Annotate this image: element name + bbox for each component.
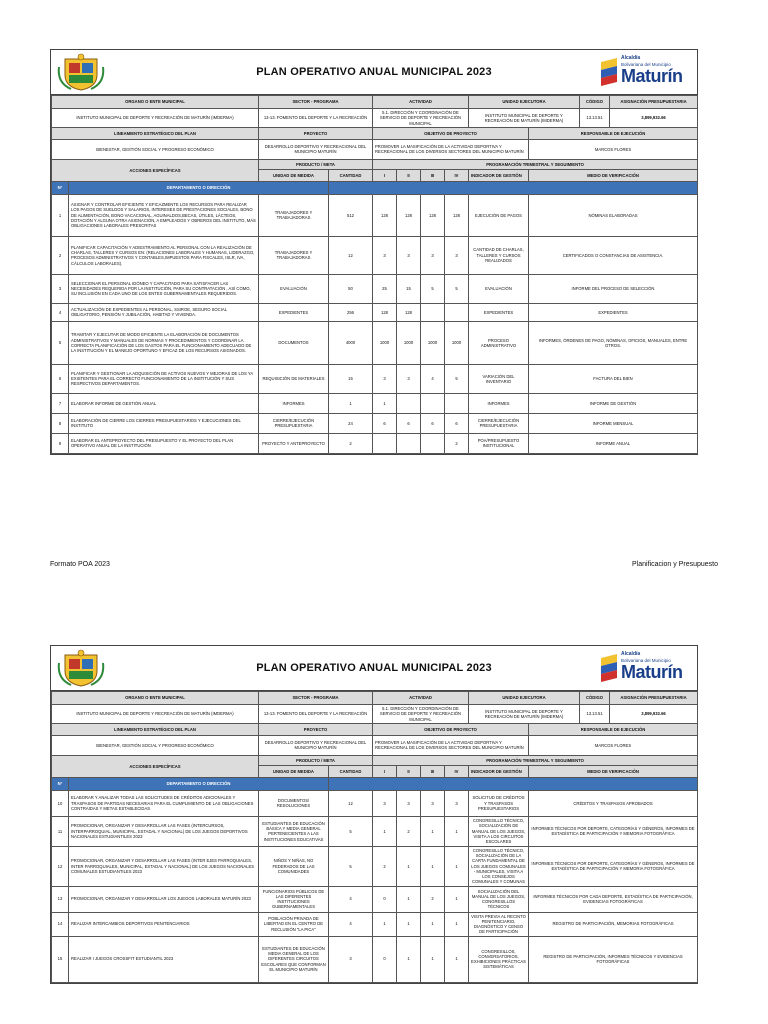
lineamiento-header: LINEAMIENTO ESTRATÉGICO DEL PLAN — [52, 723, 259, 735]
q2-cell: 1 — [397, 886, 421, 912]
q1-cell: 3 — [373, 364, 397, 393]
cantidad-cell: 512 — [329, 194, 373, 236]
unidad-medida-cell: INFORMES — [259, 393, 329, 413]
q4-cell — [445, 303, 469, 321]
page-header — [51, 50, 697, 95]
meta-section — [52, 692, 698, 791]
poa-table-2 — [51, 691, 698, 983]
q1-cell: 1 — [373, 393, 397, 413]
cantidad-cell: 5 — [329, 816, 373, 846]
q4-cell: 6 — [445, 413, 469, 433]
q3-header: III — [421, 169, 445, 181]
q2-cell: 6 — [397, 413, 421, 433]
medio-cell: EXPEDIENTES — [529, 303, 698, 321]
indicador-cell: EVALUACIÓN — [469, 274, 529, 303]
q4-cell — [445, 393, 469, 413]
organo-header: ORGANO O ENTE MUNICIPAL — [52, 96, 259, 109]
q1-cell: 3 — [373, 236, 397, 274]
cantidad-cell: 5 — [329, 846, 373, 886]
q2-cell: 1 — [397, 846, 421, 886]
q4-cell: 1 — [445, 846, 469, 886]
cantidad-cell: 2 — [329, 433, 373, 453]
asignacion-value: 3,899,932.66 — [610, 109, 698, 128]
accion-cell: ACTUALIZACIÓN DE EXPEDIENTES AL PERSONAL, SSIROE, SEGURO SOCIAL OBLIGATORIO, PENSIÓN Y JUBILACIÓN, HABITAD Y VIVIENDA. — [69, 303, 259, 321]
row-number: 7 — [52, 393, 69, 413]
cantidad-cell: 3 — [329, 936, 373, 982]
row-number: 6 — [52, 364, 69, 393]
q3-cell: 1 — [421, 846, 445, 886]
medio-header: MEDIO DE VERIFICACIÓN — [529, 765, 698, 777]
medio-cell: INFORMES TÉCNICOS POR DEPORTE, CATEGORÍAS Y GÉNEROS, INFORMES DE ESTADÍSTICA DE PARTICIPACIÓN Y MEMORIA FOTOGRÁFICA — [529, 816, 698, 846]
poa-table-1 — [51, 95, 698, 454]
medio-header: MEDIO DE VERIFICACIÓN — [529, 169, 698, 181]
organo-header: ORGANO O ENTE MUNICIPAL — [52, 692, 259, 705]
table-row — [52, 321, 698, 364]
unidad-ejecutora-header: UNIDAD EJECUTORA — [469, 96, 580, 109]
q1-header: I — [373, 169, 397, 181]
table-row — [52, 846, 698, 886]
accion-cell: PROMOCIONAR, ORGANIZAR Y DESARROLLAR LOS JUEGOS LABORALES MATURÍN 2023 — [69, 886, 259, 912]
indicador-cell: VARIACIÓN DEL INVENTARIO — [469, 364, 529, 393]
indicador-cell: CONGRESILLO TÉCNICO, SOCIALIZACIÓN DE LA CARTA FUNDAMENTAL DE LOS JUEGOS COMUNALES - MUNICIPALES, VISITA A LOS CONSEJOS COMUNALES Y COMUNAS — [469, 846, 529, 886]
cantidad-cell: 15 — [329, 364, 373, 393]
q2-cell — [397, 393, 421, 413]
medio-cell: INFORMES, ÓRDENES DE PAGO, NÓMINAS, OFICIOS, MANUALES, ENTRE OTROS. — [529, 321, 698, 364]
responsable-header: RESPONSABLE DE EJECUCIÓN — [529, 127, 698, 139]
n-header: N° — [52, 181, 69, 194]
sector-header: SECTOR - PROGRAMA — [259, 692, 373, 705]
unidad-medida-cell: CIERRE/EJECUCIÓN PRESUPUESTARIA — [259, 413, 329, 433]
brand-line-1: Alcaldía — [621, 55, 641, 61]
q3-cell: 5 — [421, 274, 445, 303]
n-header: N° — [52, 777, 69, 790]
q4-cell: 3 — [445, 790, 469, 816]
q3-cell — [421, 303, 445, 321]
q4-cell: 5 — [445, 274, 469, 303]
q3-cell: 128 — [421, 194, 445, 236]
sector-value: 13-13. FOMENTO DEL DEPORTE Y LA RECREACIÓN — [259, 109, 373, 128]
producto-header: PRODUCTO / META — [259, 159, 373, 169]
lineamiento-value: BIENESTAR, GESTIÓN SOCIAL Y PROGRESO ECONÓMICO — [52, 735, 259, 755]
cantidad-cell: 4 — [329, 912, 373, 936]
q1-cell: 128 — [373, 194, 397, 236]
medio-cell: NÓMINAS ELABORADAS — [529, 194, 698, 236]
row-number: 1 — [52, 194, 69, 236]
accion-cell: ELABORACIÓN DE CIERRE LOS CIERRES PRESUPUESTARIOS Y EJECUCIONES DEL INSTITUTO — [69, 413, 259, 433]
q1-cell: 1 — [373, 816, 397, 846]
row-number: 12 — [52, 846, 69, 886]
lineamiento-header: LINEAMIENTO ESTRATÉGICO DEL PLAN — [52, 127, 259, 139]
q3-cell: 6 — [421, 413, 445, 433]
row-number: 9 — [52, 433, 69, 453]
q1-cell: 128 — [373, 303, 397, 321]
unidad-medida-header: UNIDAD DE MEDIDA — [259, 169, 329, 181]
footer-right: Planificacion y Presupuesto — [632, 561, 718, 568]
q4-header: IV — [445, 765, 469, 777]
brand-line-1: Alcaldía — [621, 651, 641, 657]
cantidad-cell: 4000 — [329, 321, 373, 364]
q1-cell: 3 — [373, 790, 397, 816]
accion-cell: ELABORAR INFORME DE GESTIÓN ANUAL — [69, 393, 259, 413]
cantidad-cell: 24 — [329, 413, 373, 433]
departamento-header: DEPARTAMENTO O DIRECCIÓN — [69, 181, 329, 194]
cantidad-header: CANTIDAD — [329, 169, 373, 181]
organo-value: INSTITUTO MUNICIPAL DE DEPORTE Y RECREACIÓN DE MATURÍN (IMDERMA) — [52, 705, 259, 724]
q4-cell: 128 — [445, 194, 469, 236]
q2-cell: 15 — [397, 274, 421, 303]
indicador-cell: INFORMES — [469, 393, 529, 413]
actividad-header: ACTIVIDAD — [373, 692, 469, 705]
unidad-medida-cell: DOCUMENTOS — [259, 321, 329, 364]
actividad-value: 5.1. DIRECCIÓN Y COORDINACIÓN DE SERVICIO DE DEPORTE Y RECREACIÓN MUNICIPAL — [373, 705, 469, 724]
medio-cell: CERTIFICADOS O CONSTANCIAS DE ASISTENCIA. — [529, 236, 698, 274]
unidad-medida-cell: DOCUMENTOS/ RESOLUCIONES — [259, 790, 329, 816]
poa-page-1 — [50, 49, 698, 455]
q4-cell: 1 — [445, 816, 469, 846]
asignacion-header: ASIGNACIÓN PRESUPUESTARIA — [610, 96, 698, 109]
responsable-header: RESPONSABLE DE EJECUCIÓN — [529, 723, 698, 735]
unidad-medida-cell: REQUISICIÓN DE MATERIALES — [259, 364, 329, 393]
table-row — [52, 790, 698, 816]
indicador-cell: EJECUCIÓN DE PAGOS — [469, 194, 529, 236]
unidad-medida-cell: NIÑOS Y NIÑAS, NO FEDERADOS DE LAS COMUNIDADES — [259, 846, 329, 886]
q1-cell: 6 — [373, 413, 397, 433]
q3-cell: 1000 — [421, 321, 445, 364]
objetivo-header: OBJETIVO DE PROYECTO — [373, 723, 529, 735]
q3-header: III — [421, 765, 445, 777]
q2-cell: 1000 — [397, 321, 421, 364]
programacion-header: PROGRAMACIÓN TRIMESTRAL Y SEGUIMIENTO — [373, 755, 698, 765]
q2-header: II — [397, 169, 421, 181]
organo-value: INSTITUTO MUNICIPAL DE DEPORTE Y RECREACIÓN DE MATURÍN (IMDERMA) — [52, 109, 259, 128]
table-row — [52, 886, 698, 912]
q3-cell: 4 — [421, 364, 445, 393]
unidad-medida-cell: TRABAJADORES Y TRABAJADORAS — [259, 236, 329, 274]
q1-cell: 0 — [373, 886, 397, 912]
proyecto-header: PROYECTO — [259, 723, 373, 735]
indicador-cell: VISITA PREVIA AL RECINTO PENITENCIARIO, DIAGNÓSTICO Y CENSO DE PARTICIPACIÓN — [469, 912, 529, 936]
page-title: PLAN OPERATIVO ANUAL MUNICIPAL 2023 — [256, 662, 492, 674]
footer-left: Formato POA 2023 — [50, 561, 110, 568]
unidad-medida-cell: ESTUDIANTES DE EDUCACIÓN BÁSICA Y MEDIA GENERAL PERTENECIENTES A LAS INSTITUCIONES EDUCATIVAS — [259, 816, 329, 846]
row-number: 13 — [52, 886, 69, 912]
asignacion-value: 3,899,932.66 — [610, 705, 698, 724]
accion-cell: REALIZAR INTERCAMBIOS DEPORTIVOS PENITENCIARIOS — [69, 912, 259, 936]
cantidad-cell: 256 — [329, 303, 373, 321]
medio-cell: REGISTRO DE PARTICIPACIÓN, INFORMES TÉCNICOS Y EVIDENCIAS FOTOGRÁFICAS — [529, 936, 698, 982]
medio-cell: INFORMES TÉCNICOS POR CADA DEPORTE, ESTADÍSTICA DE PARTICIPACIÓN, EVIDENCIAS FOTOGRÁFICAS — [529, 886, 698, 912]
table-row — [52, 413, 698, 433]
indicador-cell: CIERRE/EJECUCIÓN PRESUPUESTARIA — [469, 413, 529, 433]
unidad-medida-cell: EXPEDIENTES — [259, 303, 329, 321]
medio-cell: CRÉDITOS Y TRASPASOS APROBADOS — [529, 790, 698, 816]
sector-header: SECTOR - PROGRAMA — [259, 96, 373, 109]
table-row — [52, 912, 698, 936]
q3-cell: 1 — [421, 936, 445, 982]
accion-cell: PLANIFICAR Y GESTIONAR LA ADQUISICIÓN DE ACTIVOS NUEVOS Y MEJORAS DE LOS YA EXISTENTES PARA EL CORRECTO FUNCIONAMIENTO DE LA INSTITUCIÓN Y SUS RESPECTIVOS DEPARTAMENTOS. — [69, 364, 259, 393]
medio-cell: REGISTRO DE PARTICIPACIÓN, MEMORIAS FOTOGRÁFICAS — [529, 912, 698, 936]
q2-cell: 1 — [397, 936, 421, 982]
unidad-ejecutora-value: INSTITUTO MUNICIPAL DE DEPORTE Y RECREACIÓN DE MATURÍN (IMDERMA) — [469, 705, 580, 724]
q2-cell: 3 — [397, 364, 421, 393]
maturin-flag-icon — [599, 654, 619, 682]
indicador-header: INDICADOR DE GESTIÓN — [469, 169, 529, 181]
codigo-header: CÓDIGO — [580, 96, 610, 109]
proyecto-value: DESARROLLO DEPORTIVO Y RECREACIONAL DEL MUNICIPIO MATURÍN — [259, 735, 373, 755]
maturin-logo — [599, 54, 689, 90]
row-number: 14 — [52, 912, 69, 936]
table-row — [52, 274, 698, 303]
q2-cell: 3 — [397, 790, 421, 816]
row-number: 3 — [52, 274, 69, 303]
meta-section — [52, 96, 698, 195]
q2-cell: 1 — [397, 912, 421, 936]
q1-cell: 25 — [373, 274, 397, 303]
brand-line-2: Bolivariana del Municipio — [621, 658, 671, 663]
cantidad-cell: 50 — [329, 274, 373, 303]
q1-cell: 0 — [373, 936, 397, 982]
q4-cell: 1 — [445, 912, 469, 936]
indicador-cell: EXPEDIENTES — [469, 303, 529, 321]
q4-cell: 5 — [445, 364, 469, 393]
q2-header: II — [397, 765, 421, 777]
q1-cell: 2 — [373, 846, 397, 886]
responsable-value: MARCOS FLORES — [529, 735, 698, 755]
table-row — [52, 194, 698, 236]
q2-cell: 128 — [397, 303, 421, 321]
table-row — [52, 393, 698, 413]
q3-cell — [421, 393, 445, 413]
medio-cell: INFORME DE GESTIÓN — [529, 393, 698, 413]
q4-header: IV — [445, 169, 469, 181]
cantidad-cell: 4 — [329, 886, 373, 912]
acciones-header: ACCIONES ESPECÍFICAS — [52, 159, 259, 181]
q1-header: I — [373, 765, 397, 777]
brand-line-2: Bolivariana del Municipio — [621, 62, 671, 67]
proyecto-header: PROYECTO — [259, 127, 373, 139]
accion-cell: ELABORAR EL ANTEPROYECTO DEL PRESUPUESTO Y EL PROYECTO DEL PLAN OPERATIVO ANUAL DE LA INSTITUCIÓN — [69, 433, 259, 453]
responsable-value: MARCOS FLORES — [529, 139, 698, 159]
medio-cell: INFORME ANUAL — [529, 433, 698, 453]
indicador-cell: CONGRESILLOS, CONVERSATORIOS, EXHIBICIONES PRÁCTICAS SISTEMÁTICAS — [469, 936, 529, 982]
q3-cell: 3 — [421, 790, 445, 816]
medio-cell: FACTURA DEL BIEN — [529, 364, 698, 393]
programacion-header: PROGRAMACIÓN TRIMESTRAL Y SEGUIMIENTO — [373, 159, 698, 169]
maturin-logo — [599, 650, 689, 686]
unidad-ejecutora-value: INSTITUTO MUNICIPAL DE DEPORTE Y RECREACIÓN DE MATURÍN (IMDERMA) — [469, 109, 580, 128]
brand-name: Maturín — [621, 662, 683, 682]
accion-cell: SELECCIONAR EL PERSONAL IDÓNEO Y CAPACITADO PARA SATISFACER LAS NECESIDADES REQUERIDA POR LA INSTITUCIÓN, PARA SU CONTRATACIÓN , ASÍ COMO, SU INCLUSIÓN EN CADA UNO DE LOS ENTES GUBERNAMENTALES REQUERIDOS. — [69, 274, 259, 303]
page-title: PLAN OPERATIVO ANUAL MUNICIPAL 2023 — [256, 66, 492, 78]
q2-cell: 2 — [397, 816, 421, 846]
actividad-header: ACTIVIDAD — [373, 96, 469, 109]
q4-cell: 1 — [445, 886, 469, 912]
codigo-value: 13.13.51 — [580, 109, 610, 128]
row-number: 11 — [52, 816, 69, 846]
table-row — [52, 364, 698, 393]
q3-cell: 2 — [421, 886, 445, 912]
indicador-cell: CANTIDAD DE CHARLAS, TALLERES Y CURSOS REALIZADOS — [469, 236, 529, 274]
table-row — [52, 303, 698, 321]
proyecto-value: DESARROLLO DEPORTIVO Y RECREACIONAL DEL MUNICIPIO MATURÍN — [259, 139, 373, 159]
cantidad-cell: 12 — [329, 790, 373, 816]
accion-cell: PROMOCIONAR, ORGANIZAR Y DESARROLLAR LAS FASES (INTER EJES PARROQUIALES, INTER PARROQUIALES, MUNICIPAL, ESTADAL Y NACIONAL) DE LOS JUEGOS NACIONALES COMUNALES ESTUDIANTILES 2023 — [69, 846, 259, 886]
maturin-flag-icon — [599, 58, 619, 86]
indicador-cell: POA/PRESUPUESTO INSTITUCIONAL — [469, 433, 529, 453]
medio-cell: INFORME DEL PROCESO DE SELECCIÓN — [529, 274, 698, 303]
unidad-medida-cell: ESTUDIANTES DE EDUCACIÓN MEDIA GENERAL DE LOS DIFERENTES CIRCUITOS ESCOLARES QUE CONFORMAN EL MUNICIPIO MATURÍN — [259, 936, 329, 982]
row-number: 15 — [52, 936, 69, 982]
q3-cell: 1 — [421, 912, 445, 936]
indicador-cell: SOLICITUD DE CRÉDITOS Y TRASPASOS PRESUPUESTARIOS — [469, 790, 529, 816]
indicador-cell: PROCESO ADMINISTRATIVO — [469, 321, 529, 364]
asignacion-header: ASIGNACIÓN PRESUPUESTARIA — [610, 692, 698, 705]
codigo-value: 13.13.51 — [580, 705, 610, 724]
q4-cell: 3 — [445, 236, 469, 274]
row-number: 2 — [52, 236, 69, 274]
row-number: 8 — [52, 413, 69, 433]
objetivo-value: PROMOVER LA MASIFICACIÓN DE LA ACTIVIDAD DEPORTIVA Y RECREACIONAL DE LOS DIVERSOS SECTORES DEL MUNICIPIO MATURÍN — [373, 735, 529, 755]
cantidad-cell: 12 — [329, 236, 373, 274]
unidad-ejecutora-header: UNIDAD EJECUTORA — [469, 692, 580, 705]
objetivo-value: PROMOVER LA MASIFICACIÓN DE LA ACTIVIDAD DEPORTIVA Y RECREACIONAL DE LOS DIVERSOS SECTORES DEL MUNICIPIO MATURÍN — [373, 139, 529, 159]
unidad-medida-cell: PROYECTO Y ANTEPROYECTO — [259, 433, 329, 453]
q3-cell — [421, 433, 445, 453]
indicador-header: INDICADOR DE GESTIÓN — [469, 765, 529, 777]
unidad-medida-cell: EVALUACIÓN — [259, 274, 329, 303]
unidad-medida-header: UNIDAD DE MEDIDA — [259, 765, 329, 777]
unidad-medida-cell: POBLACIÓN PRIVADA DE LIBERTAD EN EL CENTRO DE RECLUSIÓN "LA PICA" — [259, 912, 329, 936]
q4-cell: 1000 — [445, 321, 469, 364]
q1-cell: 1 — [373, 912, 397, 936]
accion-cell: PROMOCIONAR, ORGANIZAR Y DESARROLLAR LAS FASES (INTERCURSOS, INTERPARROQUIAL, MUNICIPAL, ESTADAL Y NACIONAL) DE LOS JUEGOS DEPORTIVOS NACIONALES ESTUDIANTILES 2023 — [69, 816, 259, 846]
row-number: 10 — [52, 790, 69, 816]
table-row — [52, 236, 698, 274]
actividad-value: 5.1. DIRECCIÓN Y COORDINACIÓN DE SERVICIO DE DEPORTE Y RECREACIÓN MUNICIPAL — [373, 109, 469, 128]
table-row — [52, 936, 698, 982]
q4-cell: 2 — [445, 433, 469, 453]
q2-cell: 3 — [397, 236, 421, 274]
objetivo-header: OBJETIVO DE PROYECTO — [373, 127, 529, 139]
medio-cell: INFORMES TÉCNICOS POR DEPORTE, CATEGORÍAS Y GÉNEROS, INFORMES DE ESTADÍSTICA DE PARTICIPACIÓN Y MEMORIA FOTOGRÁFICA — [529, 846, 698, 886]
lineamiento-value: BIENESTAR, GESTIÓN SOCIAL Y PROGRESO ECONÓMICO — [52, 139, 259, 159]
q4-cell: 1 — [445, 936, 469, 982]
q3-cell: 1 — [421, 816, 445, 846]
cantidad-cell: 1 — [329, 393, 373, 413]
q3-cell: 3 — [421, 236, 445, 274]
brand-name: Maturín — [621, 66, 683, 86]
page-header — [51, 646, 697, 691]
actions-section — [52, 790, 698, 982]
acciones-header: ACCIONES ESPECÍFICAS — [52, 755, 259, 777]
accion-cell: ASIGNAR Y CONTROLAR EFICIENTE Y EFICAZMENTE LOS RECURSOS PARA REALIZAR LOS PAGOS DE SUELDOS Y SALARIOS, INTERESES DE PRESTACIONES SOCIALES, BONO DE ALIMENTACIÓN, BONO VACACIONAL, AGUINALDOS,BECAS, ÚTILES, LÁCTEOS, DOTACIÓN Y ALGUNA OTRA ASIGNACIÓN, A EMPLEADOS Y OBREROS DEL INSTITUTO, MÁS OBLIGACIONES LABORALES PRESCRITAS — [69, 194, 259, 236]
poa-page-2 — [50, 645, 698, 984]
table-row — [52, 816, 698, 846]
departamento-header: DEPARTAMENTO O DIRECCIÓN — [69, 777, 329, 790]
q2-cell: 128 — [397, 194, 421, 236]
accion-cell: REALIZAR I JUEGOS CROSSFIT ESTUDIANTIL 2023 — [69, 936, 259, 982]
row-number: 4 — [52, 303, 69, 321]
actions-section — [52, 194, 698, 453]
q1-cell: 1000 — [373, 321, 397, 364]
table-row — [52, 433, 698, 453]
q2-cell — [397, 433, 421, 453]
indicador-cell: CONGRESILLO TÉCNICO, SOCIALIZACIÓN DE MANUAL DE LOS JUEGOS, VISITA A LOS CIRCUITOS ESCOLARES — [469, 816, 529, 846]
q1-cell — [373, 433, 397, 453]
medio-cell: INFORME MENSUAL — [529, 413, 698, 433]
cantidad-header: CANTIDAD — [329, 765, 373, 777]
codigo-header: CÓDIGO — [580, 692, 610, 705]
unidad-medida-cell: TRABAJADORES Y TRABAJADORAS — [259, 194, 329, 236]
row-number: 5 — [52, 321, 69, 364]
unidad-medida-cell: FUNCIONARIOS PÚBLICOS DE LAS DIFERENTES INSTITUCIONES GUBERNAMENTALES — [259, 886, 329, 912]
sector-value: 13-13. FOMENTO DEL DEPORTE Y LA RECREACIÓN — [259, 705, 373, 724]
accion-cell: ELABORAR Y ANALIZAR TODAS LAS SOLICITUDES DE CRÉDITOS ADICIONALES Y TRASPASOS DE PARTIDAS NECESARIAS PARA EL CUMPLIMIENTO DE LAS OBLIGACIONES CONTRAIDAS Y METAS ESTABLECIDAS — [69, 790, 259, 816]
accion-cell: PLANIFICAR CAPACITACIÓN Y ADIESTRAMIENTO AL PERSONAL CON LA REALIZACIÓN DE CHARLAS, TALLERES Y CURSOS EN: (RELACIONES LABORALES Y HUMANAS, LIDERAZGO, PROCESOS ADMINISTRATIVOS Y CONTABLES,IMPUESTOS PARA FISCALES, ISLR, IVA, CÁLCULOS LABORALES). — [69, 236, 259, 274]
accion-cell: TRAMITAR Y EJECUTAR DE MODO EFICIENTE LA ELABORACIÓN DE DOCUMENTOS ADMINISTRATIVOS Y MANUALES DE NORMAS Y PROCEDIMIENTOS Y COORDINAR LA CORRECTA PLANIFICACIÓN DE LOS GASTOS PARA EL FUNCIONAMIENTO ADECUADO DE LA INSTITUCIÓN Y EL MANEJO OPORTUNO Y EFICAZ DE LOS RECURSOS ASIGNADOS. — [69, 321, 259, 364]
indicador-cell: SOCIALIZACIÓN DEL MANUAL DE LOS JUEGOS, CONGRESILLOS TÉCNICOS — [469, 886, 529, 912]
producto-header: PRODUCTO / META — [259, 755, 373, 765]
